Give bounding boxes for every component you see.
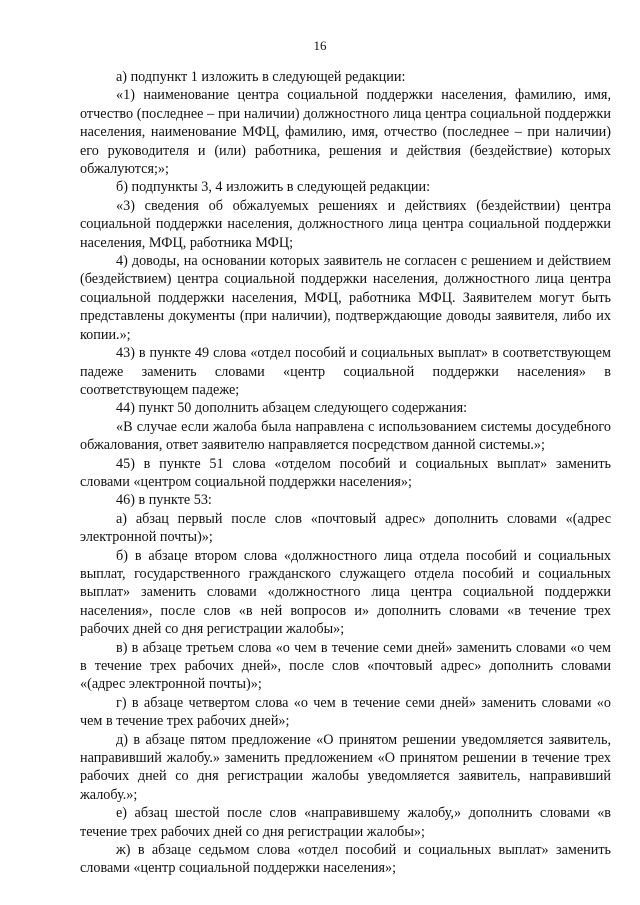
- paragraph-item-46-zh: ж) в абзаце седьмом слова «отдел пособий и социальных выплат» заменить словами «центр социальной поддержки населения»;: [80, 842, 611, 877]
- paragraph-subpoint-a-intro: а) подпункт 1 изложить в следующей редакции:: [116, 69, 406, 85]
- paragraph-item-46-v: в) в абзаце третьем слова «о чем в течение семи дней» заменить словами «о чем в течение трех рабочих дней», после слов «почтовый адрес» дополнить словами «(адрес электронной почты)»;: [80, 639, 611, 693]
- paragraph-quoted-subpoint-3: «3) сведения об обжалуемых решениях и действиях (бездействии) центра социальной поддержки населения, должностного лица центра социальной поддержки населения, МФЦ, работника МФЦ;: [80, 197, 611, 251]
- paragraph-subpoint-b-intro: б) подпункты 3, 4 изложить в следующей редакции:: [116, 179, 431, 196]
- document-body: [80, 68, 611, 878]
- paragraph-item-44-quote: «В случае если жалоба была направлена с использованием системы досудебного обжалования, ответ заявителю направляется посредством данной системы.»;: [80, 418, 611, 454]
- paragraph-item-43: 43) в пункте 49 слова «отдел пособий и социальных выплат» в соответствующем падеже заменить словами «центр социальной поддержки населения» в соответствующем падеже;: [80, 345, 611, 398]
- paragraph-item-46: 46) в пункте 53:: [116, 492, 212, 509]
- paragraph-quoted-subpoint-4: 4) доводы, на основании которых заявитель не согласен с решением и действием (бездействием) центра социальной поддержки населения, должностного лица центра социальной поддержки населения, МФЦ, работника МФЦ. Заявителем могут быть представлены документы (при наличии), подтверждающие доводы заявителя, либо их копии.»;: [80, 253, 611, 343]
- paragraph-quoted-subpoint-1: «1) наименование центра социальной поддержки населения, фамилию, имя, отчество (последнее – при наличии) должностного лица центра социальной поддержки населения, наименование МФЦ, фамилию, имя, отчество (последнее – при наличии) его руководителя и (или) работника, решения и действия (бездействие) которых обжалуются;»;: [80, 87, 611, 178]
- paragraph-item-46-e: е) абзац шестой после слов «направившему жалобу,» дополнить словами «в течение трех рабочих дней со дня регистрации жалобы»;: [80, 805, 611, 840]
- page-number: 16: [313, 38, 327, 53]
- paragraph-item-46-d: д) в абзаце пятом предложение «О принятом решении уведомляется заявитель, направивший жалобу.» заменить предложением «О принятом решении в течение трех рабочих дней со дня регистрации жалобы уведомляется заявитель, направивший жалобу.»;: [80, 731, 611, 803]
- paragraph-item-45: 45) в пункте 51 слова «отделом пособий и социальных выплат» заменить словами «центром социальной поддержки населения»;: [80, 455, 611, 490]
- paragraph-item-44: 44) пункт 50 дополнить абзацем следующего содержания:: [116, 400, 468, 417]
- paragraph-item-46-b: б) в абзаце втором слова «должностного лица отдела пособий и социальных выплат, государственного гражданского служащего отдела пособий и социальных выплат» заменить словами «должностного лица центра социальной поддержки населения», после слов «в ней вопросов и» дополнить словами «в течение трех рабочих дней со дня регистрации жалобы»;: [80, 547, 611, 638]
- paragraph-item-46-a: а) абзац первый после слов «почтовый адрес» дополнить словами «(адрес электронной почты)»;: [80, 510, 611, 546]
- paragraph-item-46-g: г) в абзаце четвертом слова «о чем в течение семи дней» заменить словами «о чем в течение трех рабочих дней»;: [80, 694, 611, 730]
